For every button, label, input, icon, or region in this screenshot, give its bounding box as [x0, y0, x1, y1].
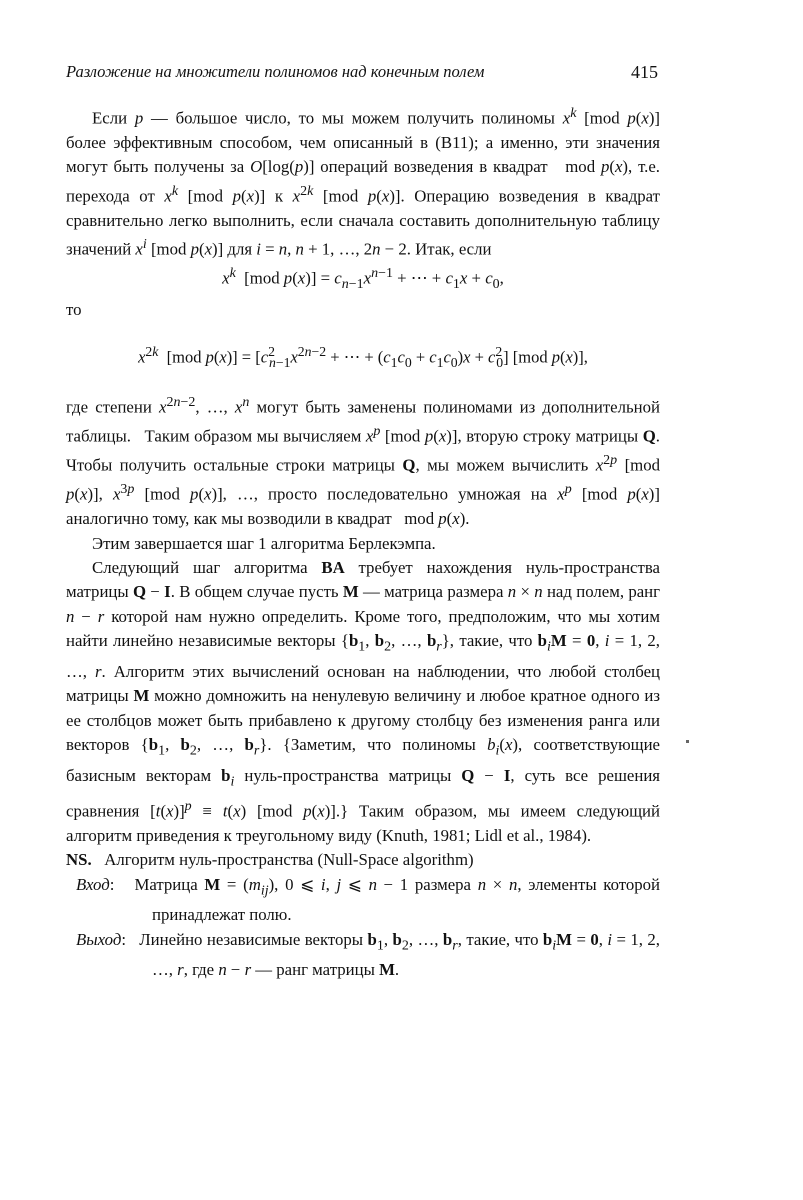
running-title: Разложение на множители полиномов над конечным полем: [66, 62, 485, 81]
input-label: Вход: [76, 874, 110, 894]
algorithm-heading: [66, 848, 660, 872]
paragraph-null-space: Следующий шаг алгоритма BA требует нахождения нуль-пространства матрицы Q − I. В общем случае пусть M — матрица размера n × n над полем, ранг n − r которой нам нужно определить. Кроме того, предположим, что мы хотим найти линейно независимые векторы {$b_1$, $b_2$, …, $b_r$}, такие, что $b_iM = 0$, i = 1, 2, …, r. Алгоритм этих вычислений основан на наблюдении, что любой столбец матрицы M можно домножить на ненулевую величину и любое кратное одного из ее столбцов может быть прибавлено к другому столбцу без изменения ранга или векторов {$b_1$, $b_2$, …, $b_r$}. {Заметим, что полиномы $b_i(x)$, соответствующие базисным векторам $b_i$ нуль-пространства матрицы Q − I, суть все решения сравнения $[t(x)]^p \equiv t(x)$ [mod p(x)].} Таким образом, мы имеем следующий алгоритм приведения к треугольному виду (Knuth, 1981; Lidl et al., 1984).: [66, 558, 661, 845]
running-head: [66, 62, 658, 82]
paragraph-q-rows: где степени $x^{2n-2}$, …, $x^n$ могут быть заменены полиномами из дополнительной таблицы. Таким образом мы вычисляем $x^p$ [mod p(x)], вторую строку матрицы Q. Чтобы получить остальные строки матрицы Q, мы можем вычислить $x^{2p}$ [mod p(x)], $x^{3p}$ [mod p(x)], …, просто последовательно умножая на $x^p$ [mod p(x)] аналогично тому, как мы возводили в квадрат mod p(x).: [66, 395, 661, 529]
scan-speck: [686, 740, 689, 743]
output-label: Выход: [76, 929, 122, 949]
output-text: Линейно независимые векторы $b_1$, $b_2$, …, $b_r$, такие, что $b_iM = 0$, i = 1, 2, …, r, где n − r — ранг матрицы M.: [139, 929, 660, 980]
equation-x2k-mod: $x^{2k}$ [mod $p(x)] = [c^2_{n-1}x^{2n-2}$ + ⋯ + $(c_1c_0 + c_1c_0)x + c^2_0$] [mod p(x)],: [138, 343, 588, 370]
word-to: то: [66, 299, 82, 319]
algorithm-input: Вход: Матрица $M = (m_{ij})$, 0 ⩽ i, j ⩽ n − 1 размера n × n, элементы которой принадлежат полю.: [76, 874, 661, 925]
paragraph-fast-powers: Если p — большое число, то мы можем получить полиномы $x^k$ [mod p(x)] более эффективным способом, чем описанный в (B11); а именно, эти значения могут быть получены за O[log(p)] операций возведения в квадрат mod p(x), т.е. перехода от $x^k$ [mod p(x)] к $x^{2k}$ [mod p(x)]. Операцию возведения в квадрат сравнительно легко выполнить, если сначала составить дополнительную таблицу значений $x^i$ [mod p(x)] для i = n, n + 1, …, 2n − 2. Итак, если: [66, 106, 661, 259]
paragraph-step1-end: Этим завершается шаг 1 алгоритма Берлекэмпа.: [92, 533, 436, 553]
algorithm-title: Алгоритм нуль-пространства (Null-Space algorithm): [104, 850, 474, 870]
page-number: 415: [631, 62, 658, 82]
equation-xk-mod: $x^k$ [mod $p(x)] = c_{n-1}x^{n-1}$ + ⋯ + $c_1x + c_0$,: [222, 266, 504, 293]
input-text: Матрица $M = (m_{ij})$, 0 ⩽ i, j ⩽ n − 1 размера n × n, элементы которой принадлежат полю.: [134, 874, 661, 925]
page-body: [66, 102, 660, 983]
algorithm-label: NS.: [66, 850, 92, 870]
algorithm-output: Выход: Линейно независимые векторы $b_1$, $b_2$, …, $b_r$, такие, что $b_iM = 0$, i = 1, 2, …, r, где n − r — ранг матрицы M.: [76, 929, 660, 980]
